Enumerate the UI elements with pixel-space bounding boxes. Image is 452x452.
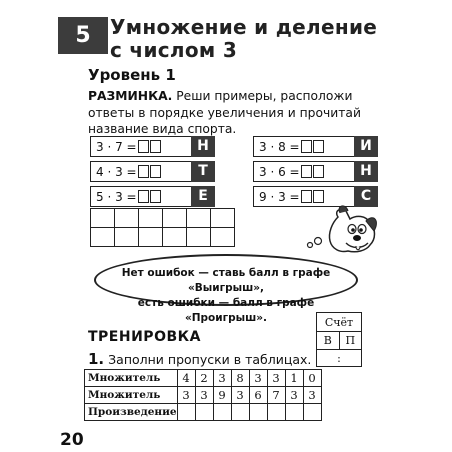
product-cell[interactable]: [177, 404, 195, 421]
answer-grid-cell[interactable]: [187, 228, 211, 247]
level-heading: Уровень 1: [88, 66, 176, 84]
table-cell: 3: [249, 370, 267, 387]
answer-grid-cell[interactable]: [115, 228, 139, 247]
answer-cell[interactable]: [301, 190, 312, 203]
warmup-instructions: [88, 88, 388, 138]
row-label: Множитель: [85, 370, 178, 387]
answer-cell[interactable]: [150, 165, 161, 178]
answer-cell[interactable]: [138, 140, 149, 153]
table-cell: 3: [285, 387, 303, 404]
row-label: Множитель: [85, 387, 178, 404]
multiplication-table: [84, 369, 322, 421]
answer-grid-cell[interactable]: [211, 209, 235, 228]
answer-grid-cell[interactable]: [211, 228, 235, 247]
lesson-number-badge: 5: [58, 17, 108, 54]
product-cell[interactable]: [249, 404, 267, 421]
exercise-expression: 3 · 6 =: [259, 164, 300, 179]
table-cell: 9: [213, 387, 231, 404]
answer-grid-cell[interactable]: [91, 209, 115, 228]
score-lose-label: П: [339, 332, 362, 350]
rule-line-1: Нет ошибок — ставь балл в графе «Выигрыш»,: [121, 267, 331, 294]
answer-cell[interactable]: [313, 165, 324, 178]
task-1-number: 1.: [88, 350, 105, 368]
training-heading: ТРЕНИРОВКА: [88, 329, 201, 345]
exercise-row: [253, 161, 378, 182]
answer-grid-cell[interactable]: [115, 209, 139, 228]
table-cell: 3: [231, 387, 249, 404]
exercise-column-right: [253, 136, 378, 207]
answer-cell[interactable]: [313, 140, 324, 153]
score-header: Счёт: [317, 313, 362, 332]
table-cell: 0: [303, 370, 321, 387]
table-row: [85, 387, 322, 404]
table-row: [85, 404, 322, 421]
exercise-row: [90, 136, 215, 157]
exercise-row: [253, 136, 378, 157]
product-cell[interactable]: [267, 404, 285, 421]
answer-grid-row-1: [91, 209, 235, 228]
score-entry[interactable]: :: [317, 350, 362, 367]
answer-grid-row-2: [91, 228, 235, 247]
table-cell: 3: [195, 387, 213, 404]
table-cell: 7: [267, 387, 285, 404]
score-win-label: В: [317, 332, 340, 350]
table-row: [85, 370, 322, 387]
product-cell[interactable]: [195, 404, 213, 421]
exercise-letter: Е: [191, 186, 215, 207]
table-cell: 6: [249, 387, 267, 404]
answer-cell[interactable]: [301, 140, 312, 153]
table-cell: 8: [231, 370, 249, 387]
exercise-letter: Н: [354, 161, 378, 182]
exercise-row: [253, 186, 378, 207]
page-number: 20: [60, 430, 84, 450]
answer-grid-cell[interactable]: [163, 209, 187, 228]
table-cell: 3: [267, 370, 285, 387]
answer-cell[interactable]: [150, 140, 161, 153]
answer-cell[interactable]: [138, 165, 149, 178]
lesson-title-line1: Умножение и деление: [110, 15, 378, 39]
task-1: [88, 350, 311, 368]
lesson-title: [110, 16, 377, 62]
exercise-row: [90, 161, 215, 182]
exercise-column-left: [90, 136, 215, 207]
exercise-expression: 9 · 3 =: [259, 189, 300, 204]
exercise-expression: 4 · 3 =: [96, 164, 137, 179]
exercise-expression: 3 · 7 =: [96, 139, 137, 154]
table-cell: 4: [177, 370, 195, 387]
answer-cell[interactable]: [301, 165, 312, 178]
exercise-row: [90, 186, 215, 207]
exercise-letter: Н: [191, 136, 215, 157]
product-cell[interactable]: [303, 404, 321, 421]
exercise-letter: С: [354, 186, 378, 207]
table-cell: 3: [177, 387, 195, 404]
answer-word-grid: [90, 208, 235, 247]
answer-grid-cell[interactable]: [163, 228, 187, 247]
product-cell[interactable]: [285, 404, 303, 421]
answer-grid-cell[interactable]: [139, 209, 163, 228]
table-cell: 1: [285, 370, 303, 387]
answer-cell[interactable]: [138, 190, 149, 203]
exercise-letter: Т: [191, 161, 215, 182]
table-cell: 2: [195, 370, 213, 387]
warmup-label: РАЗМИНКА.: [88, 89, 173, 103]
table-cell: 3: [303, 387, 321, 404]
task-1-text: Заполни пропуски в таблицах.: [108, 352, 312, 367]
warmup-text: Реши примеры, расположи ответы в порядке увеличения и прочитай название вида спорта.: [88, 89, 361, 136]
dog-mascot-illustration: [300, 205, 380, 265]
answer-grid-cell[interactable]: [91, 228, 115, 247]
lesson-title-line2: с числом 3: [110, 38, 238, 62]
rule-line-2: есть ошибки — балл в графе «Проигрыш».: [137, 297, 315, 324]
product-cell[interactable]: [213, 404, 231, 421]
product-cell[interactable]: [231, 404, 249, 421]
exercise-letter: И: [354, 136, 378, 157]
answer-cell[interactable]: [313, 190, 324, 203]
exercise-expression: 3 · 8 =: [259, 139, 300, 154]
score-table: [316, 312, 362, 367]
table-cell: 3: [213, 370, 231, 387]
answer-grid-cell[interactable]: [187, 209, 211, 228]
exercise-expression: 5 · 3 =: [96, 189, 137, 204]
answer-cell[interactable]: [150, 190, 161, 203]
answer-grid-cell[interactable]: [139, 228, 163, 247]
row-label: Произведение: [85, 404, 178, 421]
